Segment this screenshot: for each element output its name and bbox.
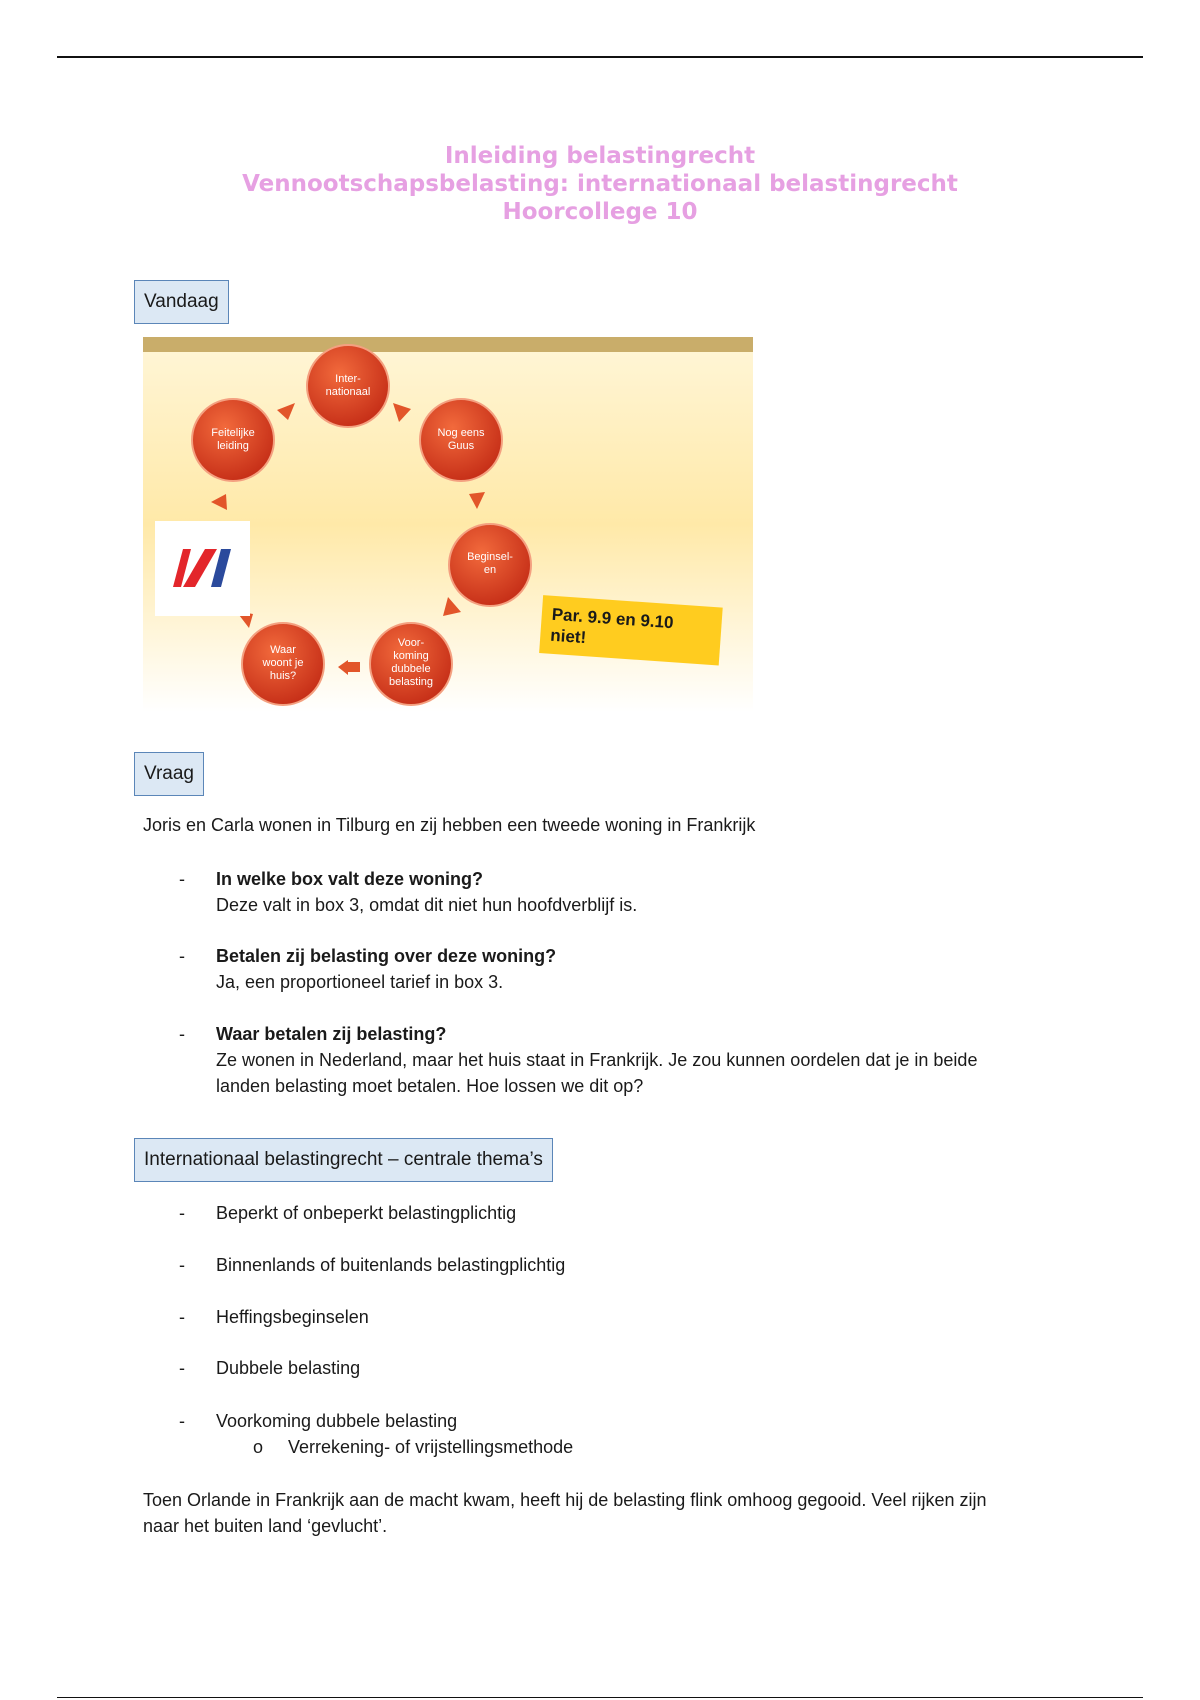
svg-text:en: en [483,564,497,576]
sub-item-text: Verrekening- of vrijstellingsmethode [288,1437,574,1457]
question-text: Waar betalen zij belasting? [216,1024,447,1044]
svg-text:Inter-: Inter- [335,373,361,385]
svg-text:Beginsel-: Beginsel- [467,551,513,563]
bottom-rule [57,1697,1143,1698]
theme-text: Dubbele belasting [216,1358,361,1378]
question-text: Betalen zij belasting over deze woning? [216,946,557,966]
cycle-node-internationaal [307,345,389,427]
note-line-2: niet! [549,625,587,648]
svg-text:Voor-: Voor- [397,637,425,649]
title-line-2: Vennootschapsbelasting: internationaal belastingrecht [242,171,958,197]
bullet: - [179,1307,185,1327]
cycle-node-nog-eens-guus [420,399,502,481]
cycle-node-voorkoming-dubbele-belasting [370,623,452,705]
svg-text:Nog eens: Nog eens [437,427,485,439]
university-logo-icon [155,521,250,616]
cycle-node-beginselen [449,524,531,606]
svg-text:nationaal: nationaal [325,386,371,398]
arrow-icon [348,662,360,672]
bullet: - [179,1024,185,1044]
svg-text:leiding: leiding [217,440,249,452]
title-line-1: Inleiding belastingrecht [444,143,756,169]
svg-text:huis?: huis? [269,670,297,682]
bullet: - [179,1255,185,1275]
closing-paragraph-line-2: naar het buiten land ‘gevlucht’. [143,1516,388,1536]
theme-text: Heffingsbeginselen [216,1307,369,1327]
svg-text:woont je: woont je [262,657,304,669]
bullet: - [179,869,185,889]
bullet: - [179,1358,185,1378]
cycle-node-waar-woont-je-huis [242,623,324,705]
answer-text: Ja, een proportioneel tarief in box 3. [216,972,504,992]
cycle-node-feitelijke-leiding [192,399,274,481]
top-rule [57,56,1143,58]
section-heading-vraag: Vraag [134,752,204,796]
section-heading-centrale-themas: Internationaal belastingrecht – centrale thema’s [134,1138,553,1182]
document-title [0,142,1200,226]
svg-text:Waar: Waar [270,644,296,656]
question-intro: Joris en Carla wonen in Tilburg en zij hebben een tweede woning in Frankrijk [143,815,756,835]
note-line-1: Par. 9.9 en 9.10 [551,604,675,633]
lecture-overview-slide [143,337,753,712]
svg-text:Guus: Guus [447,440,475,452]
theme-text: Voorkoming dubbele belasting [216,1411,458,1431]
bullet: - [179,946,185,966]
closing-paragraph-line-1: Toen Orlande in Frankrijk aan de macht kwam, heeft hij de belasting flink omhoog gegooid. Veel rijken zijn [143,1490,987,1510]
svg-text:Feitelijke: Feitelijke [211,427,255,439]
bullet: - [179,1411,185,1431]
theme-text: Beperkt of onbeperkt belastingplichtig [216,1203,517,1223]
title-line-3: Hoorcollege 10 [502,199,698,225]
slide-top-bar [143,337,753,352]
answer-text-line-1: Ze wonen in Nederland, maar het huis staat in Frankrijk. Je zou kunnen oordelen dat je in beide [216,1050,978,1070]
svg-text:belasting: belasting [388,676,434,688]
svg-text:koming: koming [393,650,429,662]
theme-text: Binnenlands of buitenlands belastingplichtig [216,1255,566,1275]
answer-text-line-2: landen belasting moet betalen. Hoe lossen we dit op? [216,1076,644,1096]
question-text: In welke box valt deze woning? [216,869,484,889]
bullet: - [179,1203,185,1223]
section-heading-vandaag: Vandaag [134,280,229,324]
sub-bullet: o [253,1437,264,1457]
answer-text: Deze valt in box 3, omdat dit niet hun hoofdverblijf is. [216,895,638,915]
svg-text:dubbele: dubbele [391,663,431,675]
